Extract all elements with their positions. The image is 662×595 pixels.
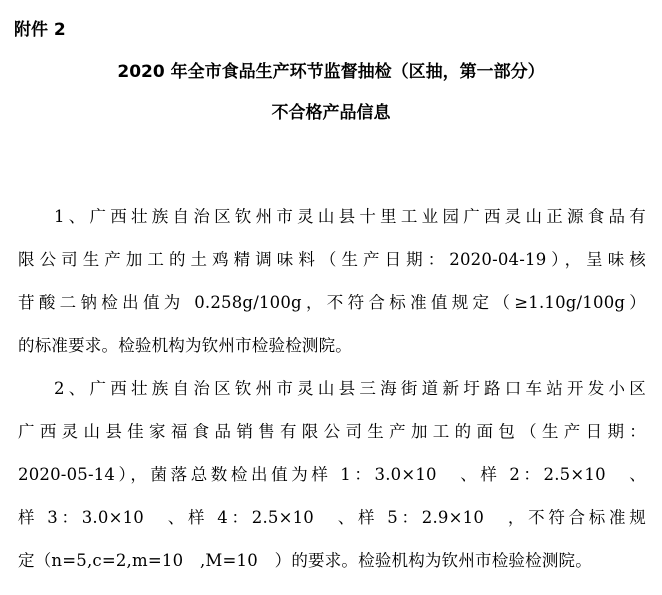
item-2-line-5: 定（n=5,c=2,m=10 ,M=10 ）的要求。检验机构为钦州市检验检测院。: [18, 551, 592, 570]
item-2-line-2: 广西灵山县佳家福食品销售有限公司生产加工的面包（生产日期：: [18, 422, 646, 441]
document-subtitle: 不合格产品信息: [271, 103, 391, 123]
item-1-line-3: 苷酸二钠检出值为 0.258g/100g，不符合标准值规定（≥1.10g/100g）: [18, 293, 646, 312]
item-1-line-4: 的标准要求。检验机构为钦州市检验检测院。: [18, 336, 352, 355]
item-2-line-3: 2020-05-14），菌落总数检出值为样 1：3.0×10 、样 2：2.5×10 、: [18, 465, 646, 484]
item-2-line-1: 2、广西壮族自治区钦州市灵山县三海街道新圩路口车站开发小区: [54, 379, 646, 398]
item-1-line-2: 限公司生产加工的土鸡精调味料（生产日期：2020-04-19），呈味核: [18, 250, 646, 269]
item-1-line-1: 1、广西壮族自治区钦州市灵山县十里工业园广西灵山正源食品有: [54, 207, 646, 226]
document-title: 2020 年全市食品生产环节监督抽检（区抽，第一部分）: [117, 62, 545, 82]
item-2-line-4: 样 3：3.0×10 、样 4：2.5×10 、样 5：2.9×10 ，不符合标准规: [18, 508, 646, 527]
attachment-label: 附件 2: [14, 20, 66, 40]
